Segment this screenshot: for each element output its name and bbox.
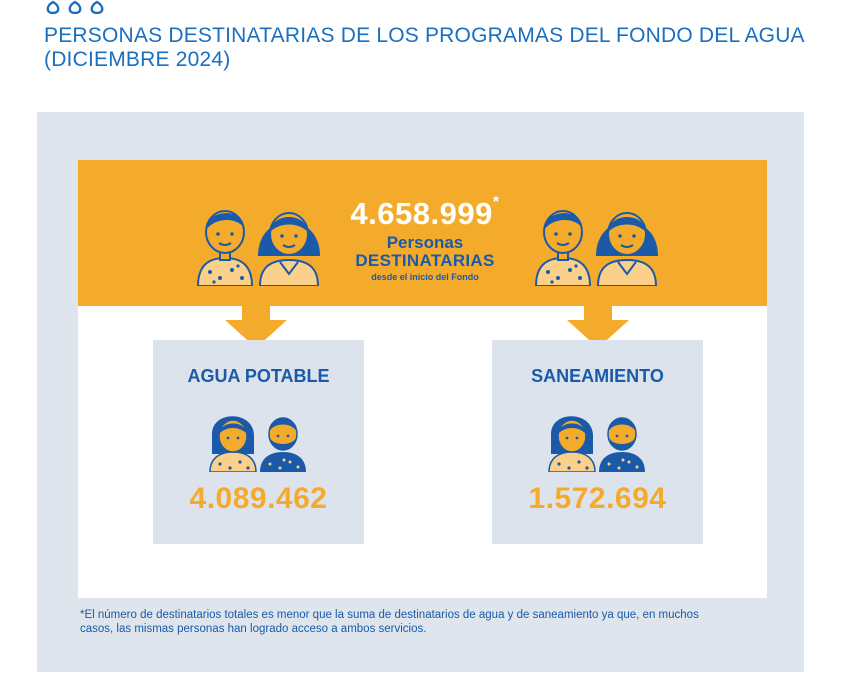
people-icon [547,410,647,472]
woman-icon [258,213,320,286]
man-icon [536,211,590,286]
total-number [330,196,520,232]
label-personas: Personas [386,233,464,252]
people-illustration-right [530,200,660,286]
card-value: 4.089.462 [189,482,328,515]
card-title: AGUA POTABLE [187,366,330,386]
title-line-1: PERSONAS DESTINATARIAS DE LOS PROGRAMAS DEL FONDO DEL AGUA [44,24,805,47]
card-value: 1.572.694 [528,482,667,515]
people-illustration-left [192,200,322,286]
total-asterisk: * [492,194,500,211]
footnote [80,608,780,636]
water-drops-icon [44,0,124,14]
label-desde-inicio: desde el inicio del Fondo [371,272,479,282]
card-agua-potable [153,340,364,544]
total-value: 4.658.999 [350,196,493,231]
man-icon [198,211,252,286]
footnote-line-1: *El número de destinatarios totales es menor que la suma de destinatarios de agua y de saneamiento ya que, en muchos [80,609,699,621]
card-saneamiento [492,340,703,544]
label-destinatarias: DESTINATARIAS [355,251,495,270]
page-title [44,24,805,72]
title-line-2: (DICIEMBRE 2024) [44,48,231,71]
footnote-line-2: casos, las mismas personas han logrado acceso a ambos servicios. [80,623,427,635]
card-title: SANEAMIENTO [531,366,664,386]
people-icon [208,410,308,472]
woman-icon [596,213,658,286]
